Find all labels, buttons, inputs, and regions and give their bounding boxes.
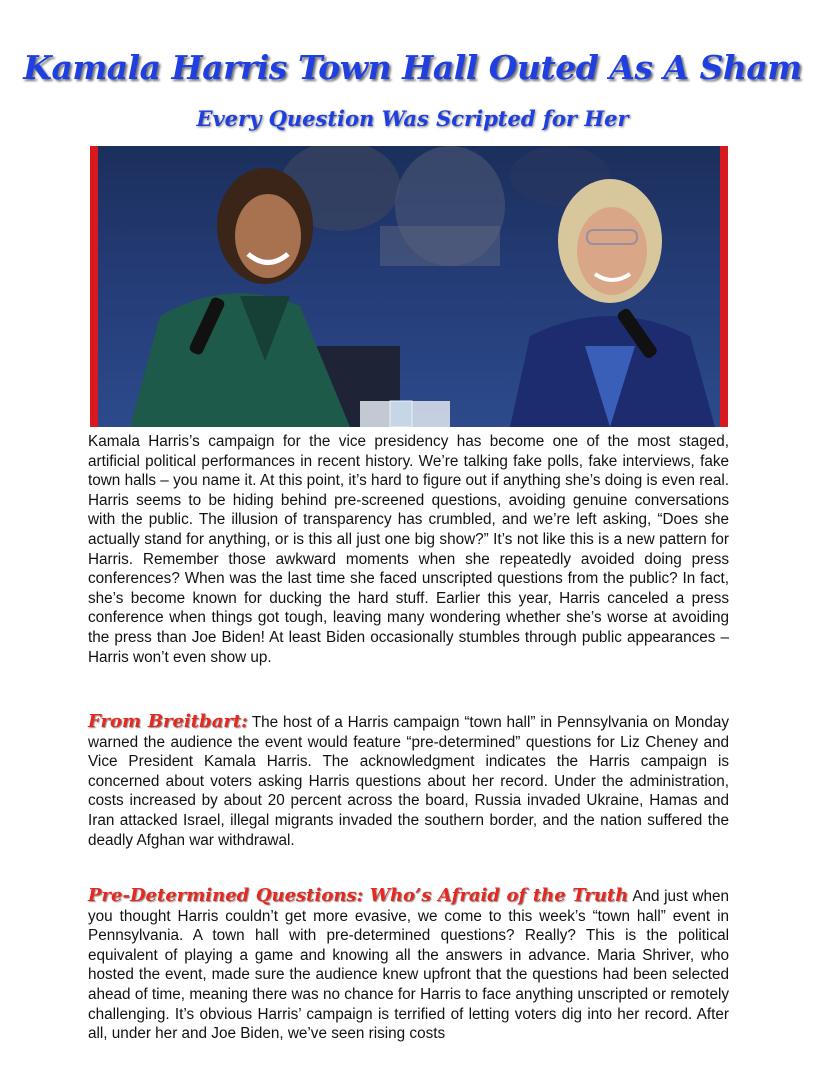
subheadline: Every Question Was Scripted for Her [196, 106, 629, 131]
photo-left-border [90, 146, 98, 427]
paragraph-1: Kamala Harris’s campaign for the vice presidency has become one of the most staged, artificial political performances in recent history. We’re talking fake polls, fake interviews, fake town halls – you name it. At this point, it’s hard to figure out if anything she’s doing is even real. Harris seems to be hiding behind pre-screened questions, avoiding genuine conversations with the public. The illusion of transparency has crumbled, and we’re left asking, “Does she actually stand for anything, or is this all just one big show?” It’s not like this is a new pattern for Harris. Remember those awkward moments when she repeatedly avoided doing press conferences? When was the last time she faced unscripted questions from the public? In fact, she’s become known for ducking the hard stuff. Earlier this year, Harris canceled a press conference when things got tough, leaving many wondering whether she’s worse at avoiding the press than Joe Biden! At least Biden occasionally stumbles through public appearances – Harris won’t even show up. [88, 433, 729, 666]
section-lead-predetermined: Pre-Determined Questions: Who’s Afraid of the Truth [88, 885, 629, 906]
photo-right-border [720, 146, 728, 427]
section-text-predetermined: And just when you thought Harris couldn’t get more evasive, we come to this week’s “town hall” event in Pennsylvania. A town hall with pre-determined questions? Really? This is the political equivalent of playing a game and knowing all the answers in advance. Maria Shriver, who hosted the event, made sure the audience knew upfront that the questions had been selected ahead of time, meaning there was no chance for Harris to face anything unscripted or remotely challenging. It’s obvious Harris’ campaign is terrified of letting voters dig into her record. After all, under her and Joe Biden, we’ve seen rising costs [88, 888, 730, 1043]
section-text-breitbart: The host of a Harris campaign “town hall” in Pennsylvania on Monday warned the audience the event would feature “pre-determined” questions for Liz Cheney and Vice President Kamala Harris. The acknowledgment indicates the Harris campaign is concerned about voters asking Harris questions about her record. Under the administration, costs increased by about 20 percent across the board, Russia invaded Ukraine, Hamas and Iran attacked Israel, illegal migrants invaded the southern border, and the nation suffered the deadly Afghan war withdrawal. [88, 714, 730, 849]
section-lead-breitbart: From Breitbart: [88, 711, 248, 732]
right-speaker [510, 179, 715, 427]
paragraph-predetermined [88, 886, 729, 1044]
headline: Kamala Harris Town Hall Outed As A Sham [23, 48, 802, 87]
paragraph-breitbart [88, 712, 729, 850]
town-hall-photo-illustration [90, 146, 728, 427]
town-hall-photo [90, 146, 728, 427]
